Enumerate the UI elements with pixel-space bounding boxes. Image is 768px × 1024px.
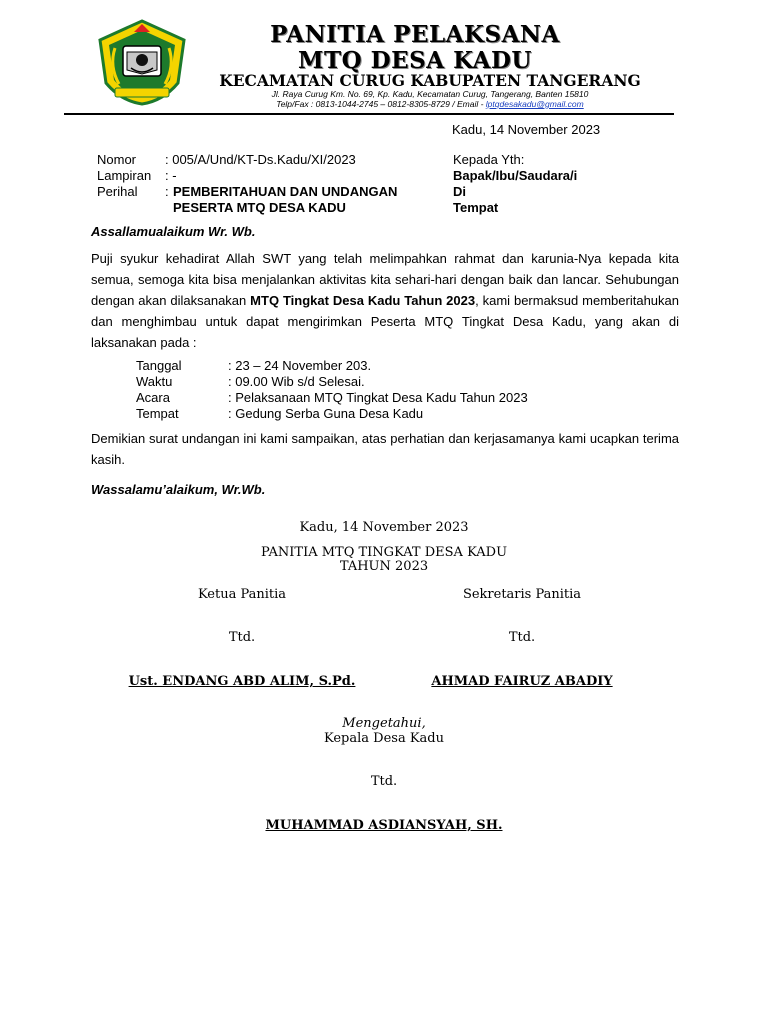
- letterhead-divider: [64, 113, 674, 115]
- reference-block: [97, 152, 437, 216]
- org-contact: [212, 99, 648, 110]
- email-link[interactable]: lptqdesakadu@gmail.com: [485, 99, 584, 109]
- nomor-value: : 005/A/Und/KT-Ds.Kadu/XI/2023: [165, 152, 356, 167]
- event-row-venue: Tempat : Gedung Serba Guna Desa Kadu: [136, 406, 424, 421]
- closing: Wassalamu’alaikum, Wr.Wb.: [91, 482, 266, 497]
- lampiran-label: Lampiran: [97, 168, 152, 183]
- perihal-colon: :: [165, 184, 169, 199]
- letter-date: Kadu, 14 November 2023: [452, 122, 601, 137]
- chair-name: Ust. ENDANG ABD ALIM, S.Pd.: [128, 674, 356, 689]
- body-paragraph-1: Puji syukur kehadirat Allah SWT yang telah melimpahkan rahmat dan karunia-Nya kepada kita semua, semoga kita bisa menjalankan aktivitas kita sehari-hari dengan baik dan lancar. Sehubungan dengan akan dilaksanakan MTQ Tingkat Desa Kadu Tahun 2023, kami bermaksud memberitahukan dan menghimbau untuk dapat mengirimkan Peserta MTQ Tingkat Desa Kadu, yang akan di laksanakan pada :: [91, 251, 679, 350]
- org-district: KECAMATAN CURUG KABUPATEN TANGERANG: [219, 71, 641, 90]
- recipient-di: Di: [453, 184, 466, 199]
- village-head-signature: Ttd.: [370, 774, 398, 789]
- secretary-name: AHMAD FAIRUZ ABADIY: [431, 674, 613, 689]
- perihal-label: Perihal: [97, 184, 138, 199]
- signature-date: Kadu, 14 November 2023: [299, 520, 469, 535]
- event-details: [136, 358, 528, 422]
- contact-phone: Telp/Fax : 0813-1044-2745 – 0812-8305-8729 / Email -: [276, 99, 486, 109]
- greeting: Assallamualaikum Wr. Wb.: [91, 224, 256, 239]
- event-row-agenda: Acara : Pelaksanaan MTQ Tingkat Desa Kadu Tahun 2023: [136, 390, 528, 405]
- event-name-bold: MTQ Tingkat Desa Kadu Tahun 2023: [250, 293, 476, 308]
- regency-emblem-icon: [93, 18, 191, 106]
- committee-year: TAHUN 2023: [339, 559, 429, 574]
- nomor-label: Nomor: [97, 152, 137, 167]
- secretary-title: Sekretaris Panitia: [462, 587, 582, 602]
- secretary-signature: Ttd.: [508, 630, 536, 645]
- chair-signature: Ttd.: [228, 630, 256, 645]
- acknowledged-label: Mengetahui,: [342, 716, 426, 731]
- recipient-block: [453, 152, 577, 216]
- recipient-place: Tempat: [453, 200, 499, 215]
- org-subtitle: MTQ DESA KADU: [298, 47, 532, 74]
- perihal-value: PEMBERITAHUAN DAN UNDANGAN PESERTA MTQ DESA KADU: [173, 184, 398, 215]
- event-row-time: Waktu : 09.00 Wib s/d Selesai.: [136, 374, 365, 389]
- village-head-title: Kepala Desa Kadu: [324, 731, 444, 746]
- chair-title: Ketua Panitia: [197, 587, 287, 602]
- org-title: PANITIA PELAKSANA: [270, 21, 560, 48]
- recipient-name: Bapak/Ibu/Saudara/i: [453, 168, 578, 183]
- committee-name: PANITIA MTQ TINGKAT DESA KADU: [260, 545, 508, 560]
- body-paragraph-2: Demikian surat undangan ini kami sampaikan, atas perhatian dan kerjasamanya kami ucapkan terima kasih.: [91, 431, 679, 467]
- event-row-date: Tanggal : 23 – 24 November 203.: [136, 358, 372, 373]
- village-head-name: MUHAMMAD ASDIANSYAH, SH.: [265, 818, 503, 833]
- lampiran-value: : -: [165, 168, 177, 183]
- org-address: Jl. Raya Curug Km. No. 69, Kp. Kadu, Kecamatan Curug, Tangerang, Banten 15810: [271, 89, 589, 99]
- recipient-intro: Kepada Yth:: [453, 152, 525, 167]
